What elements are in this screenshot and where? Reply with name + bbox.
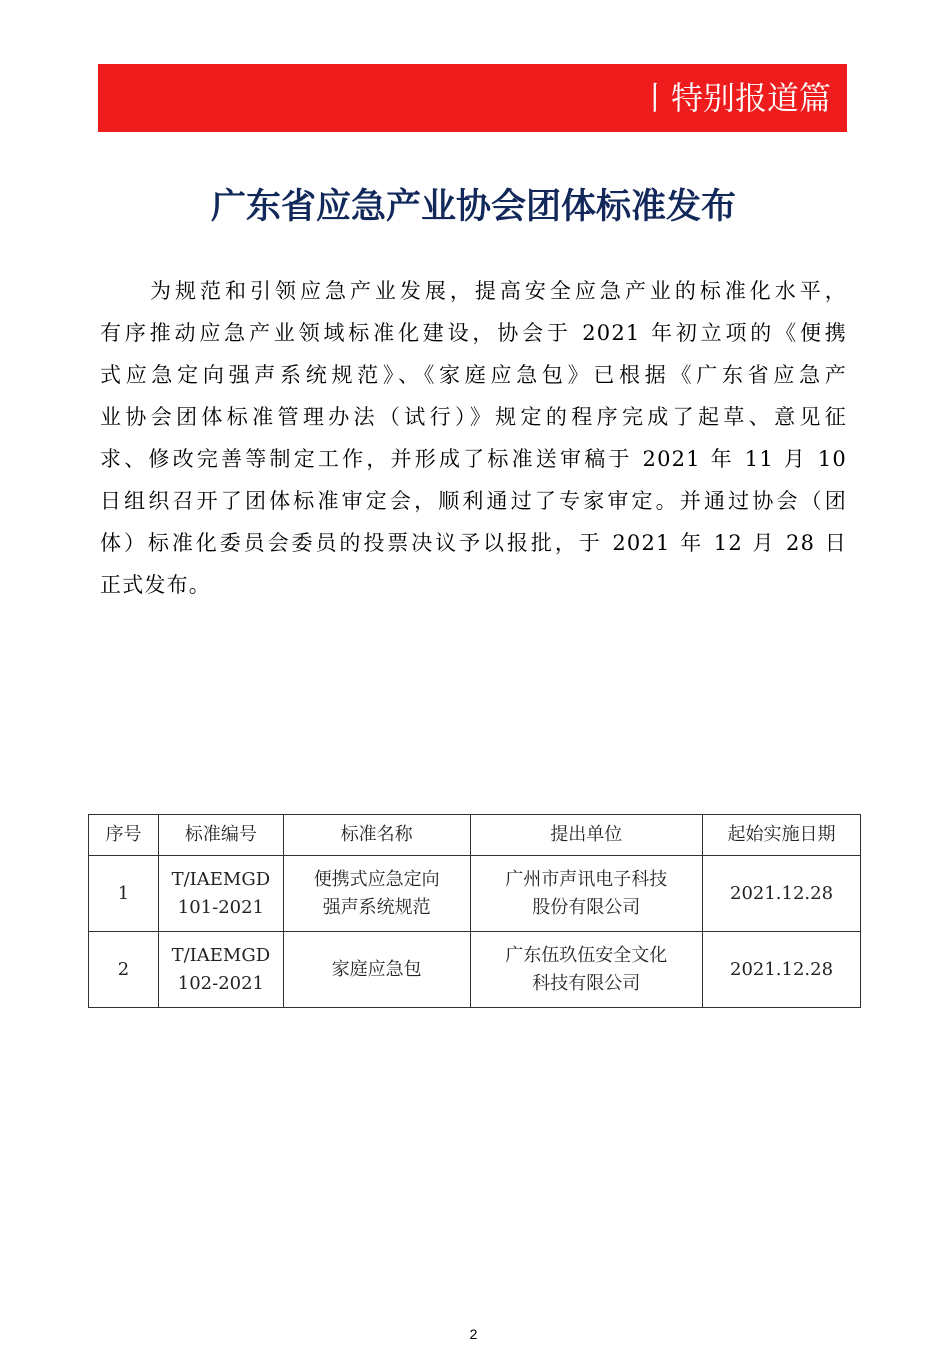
paragraph-line: 求、修改完善等制定工作，并形成了标准送审稿于 2021 年 11 月 10 <box>100 447 847 471</box>
cell-code <box>158 932 283 1008</box>
cell-code-line: 101-2021 <box>177 896 264 918</box>
paragraph-line: 体）标准化委员会委员的投票决议予以报批，于 2021 年 12 月 28 日 <box>100 531 847 555</box>
cell-code <box>158 856 283 932</box>
cell-org <box>470 856 703 932</box>
standards-table <box>88 814 861 1008</box>
paragraph-line: 业协会团体标准管理办法（试行）》规定的程序完成了起草、意见征 <box>100 405 847 429</box>
cell-name: 家庭应急包 <box>283 932 470 1008</box>
paragraph-line: 有序推动应急产业领域标准化建设，协会于 2021 年初立项的《便携 <box>100 321 847 345</box>
paragraph-line: 日组织召开了团体标准审定会，顺利通过了专家审定。并通过协会（团 <box>100 489 847 513</box>
cell-name-line: 强声系统规范 <box>322 896 431 918</box>
cell-code-line: 102-2021 <box>177 972 264 994</box>
cell-index: 1 <box>89 856 159 932</box>
table-row <box>89 932 861 1008</box>
table-row <box>89 856 861 932</box>
cell-org-line: 科技有限公司 <box>532 972 641 994</box>
cell-org-line: 广东伍玖伍安全文化 <box>505 944 668 966</box>
header-index: 序号 <box>89 815 159 856</box>
cell-name <box>283 856 470 932</box>
cell-date: 2021.12.28 <box>703 856 861 932</box>
article-paragraph <box>100 270 847 606</box>
cell-code-line: T/IAEMGD <box>171 944 271 966</box>
paragraph-line: 正式发布。 <box>100 573 211 597</box>
header-date: 起始实施日期 <box>703 815 861 856</box>
section-label: 丨特别报道篇 <box>638 79 831 117</box>
page-number: 2 <box>469 1326 478 1342</box>
article-title: 广东省应急产业协会团体标准发布 <box>210 187 736 227</box>
cell-code-line: T/IAEMGD <box>171 868 271 890</box>
cell-date: 2021.12.28 <box>703 932 861 1008</box>
paragraph-line: 为规范和引领应急产业发展，提高安全应急产业的标准化水平， <box>150 279 847 303</box>
header-code: 标准编号 <box>158 815 283 856</box>
header-name: 标准名称 <box>283 815 470 856</box>
cell-org <box>470 932 703 1008</box>
cell-name-line: 便携式应急定向 <box>313 868 440 890</box>
section-banner <box>98 64 847 132</box>
cell-org-line: 股份有限公司 <box>532 896 641 918</box>
header-org: 提出单位 <box>470 815 703 856</box>
cell-org-line: 广州市声讯电子科技 <box>505 868 668 890</box>
paragraph-line: 式应急定向强声系统规范》、《家庭应急包》已根据《广东省应急产 <box>100 363 847 387</box>
table-header-row <box>89 815 861 856</box>
cell-index: 2 <box>89 932 159 1008</box>
